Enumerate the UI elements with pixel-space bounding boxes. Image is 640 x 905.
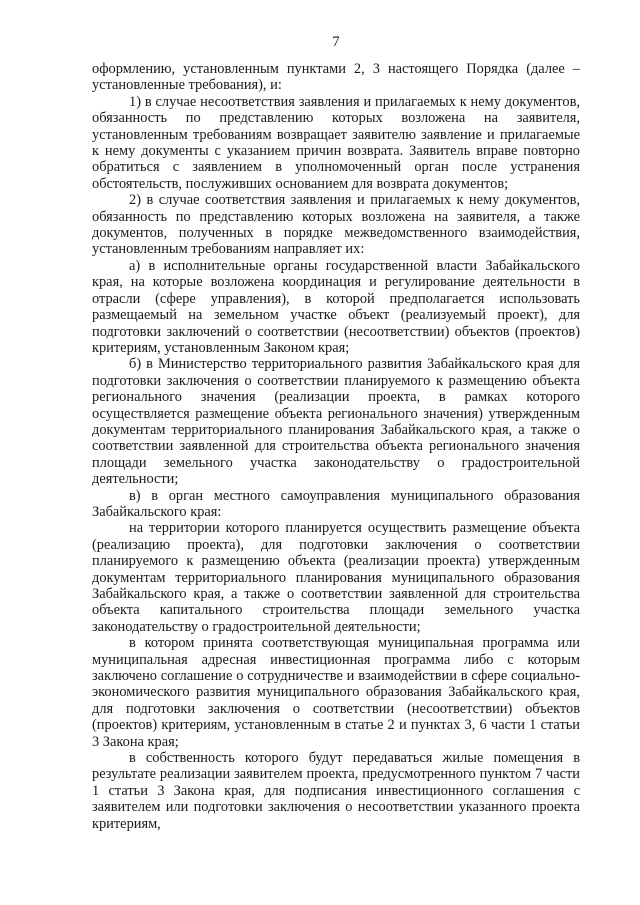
- paragraph-item-1: 1) в случае несоответствия заявления и прилагаемых к нему документов, обязанность по представлению которых возложена на заявителя, установленным требованиям возвращает заявителю заявление и прилагаемые к нему документы с указанием причин возврата. Заявитель вправе повторно обратиться с заявлением в уполномоченный орган после устранения обстоятельств, послуживших основанием для возврата документов;: [92, 93, 580, 192]
- paragraph-item-v: в) в орган местного самоуправления муниципального образования Забайкальского края:: [92, 487, 580, 520]
- paragraph-intro: оформлению, установленным пунктами 2, 3 настоящего Порядка (далее – установленные требования), и:: [92, 61, 580, 94]
- paragraph-ownership: в собственность которого будут передаваться жилые помещения в результате реализации заявителем проекта, предусмотренного пунктом 7 части 1 статьи 3 Закона края, для подписания инвестиционного соглашения с заявителем или подготовки заключения о несоответствии указанного проекта критериям,: [92, 750, 580, 832]
- paragraph-item-b: б) в Министерство территориального развития Забайкальского края для подготовки заключения о соответствии планируемого к размещению объекта регионального значения (реализации проекта, в рамках которого осуществляется размещение объекта регионального значения) утвержденным документам территориального планирования Забайкальского края, а также о соответствии заявленной для строительства объекта регионального значения площади земельного участка законодательству о градостроительной деятельности;: [92, 356, 580, 488]
- paragraph-territory: на территории которого планируется осуществить размещение объекта (реализацию проекта), для подготовки заключения о соответствии планируемого к размещению объекта (реализации проекта) утвержденным документам территориального планирования муниципального образования Забайкальского края, а также о соответствии заявленной для строительства объекта капитального строительства площади земельного участка законодательству о градостроительной деятельности;: [92, 520, 580, 635]
- paragraph-item-2: 2) в случае соответствия заявления и прилагаемых к нему документов, обязанность по представлению которых возложена на заявителя, а также документов, полученных в порядке межведомственного взаимодействия, установленным требованиям направляет их:: [92, 192, 580, 258]
- paragraph-item-a: а) в исполнительные органы государственной власти Забайкальского края, на которые возложена координация и регулирование деятельности в отрасли (сфере управления), в которой предполагается использовать размещаемый на земельном участке объект (реализуемый проект), для подготовки заключений о соответствии (несоответствии) объектов (проектов) критериям, установленным Законом края;: [92, 257, 580, 356]
- page-number: 7: [332, 34, 340, 50]
- paragraph-program: в котором принята соответствующая муниципальная программа или муниципальная адресная инвестиционная программа либо с которым заключено соглашение о сотрудничестве и взаимодействии в сфере социально-экономического развития муниципального образования Забайкальского края, для подготовки заключения о соответствии (несоответствии) объектов (проектов) критериям, установленным в статье 2 и пунктах 3, 6 части 1 статьи 3 Закона края;: [92, 635, 580, 750]
